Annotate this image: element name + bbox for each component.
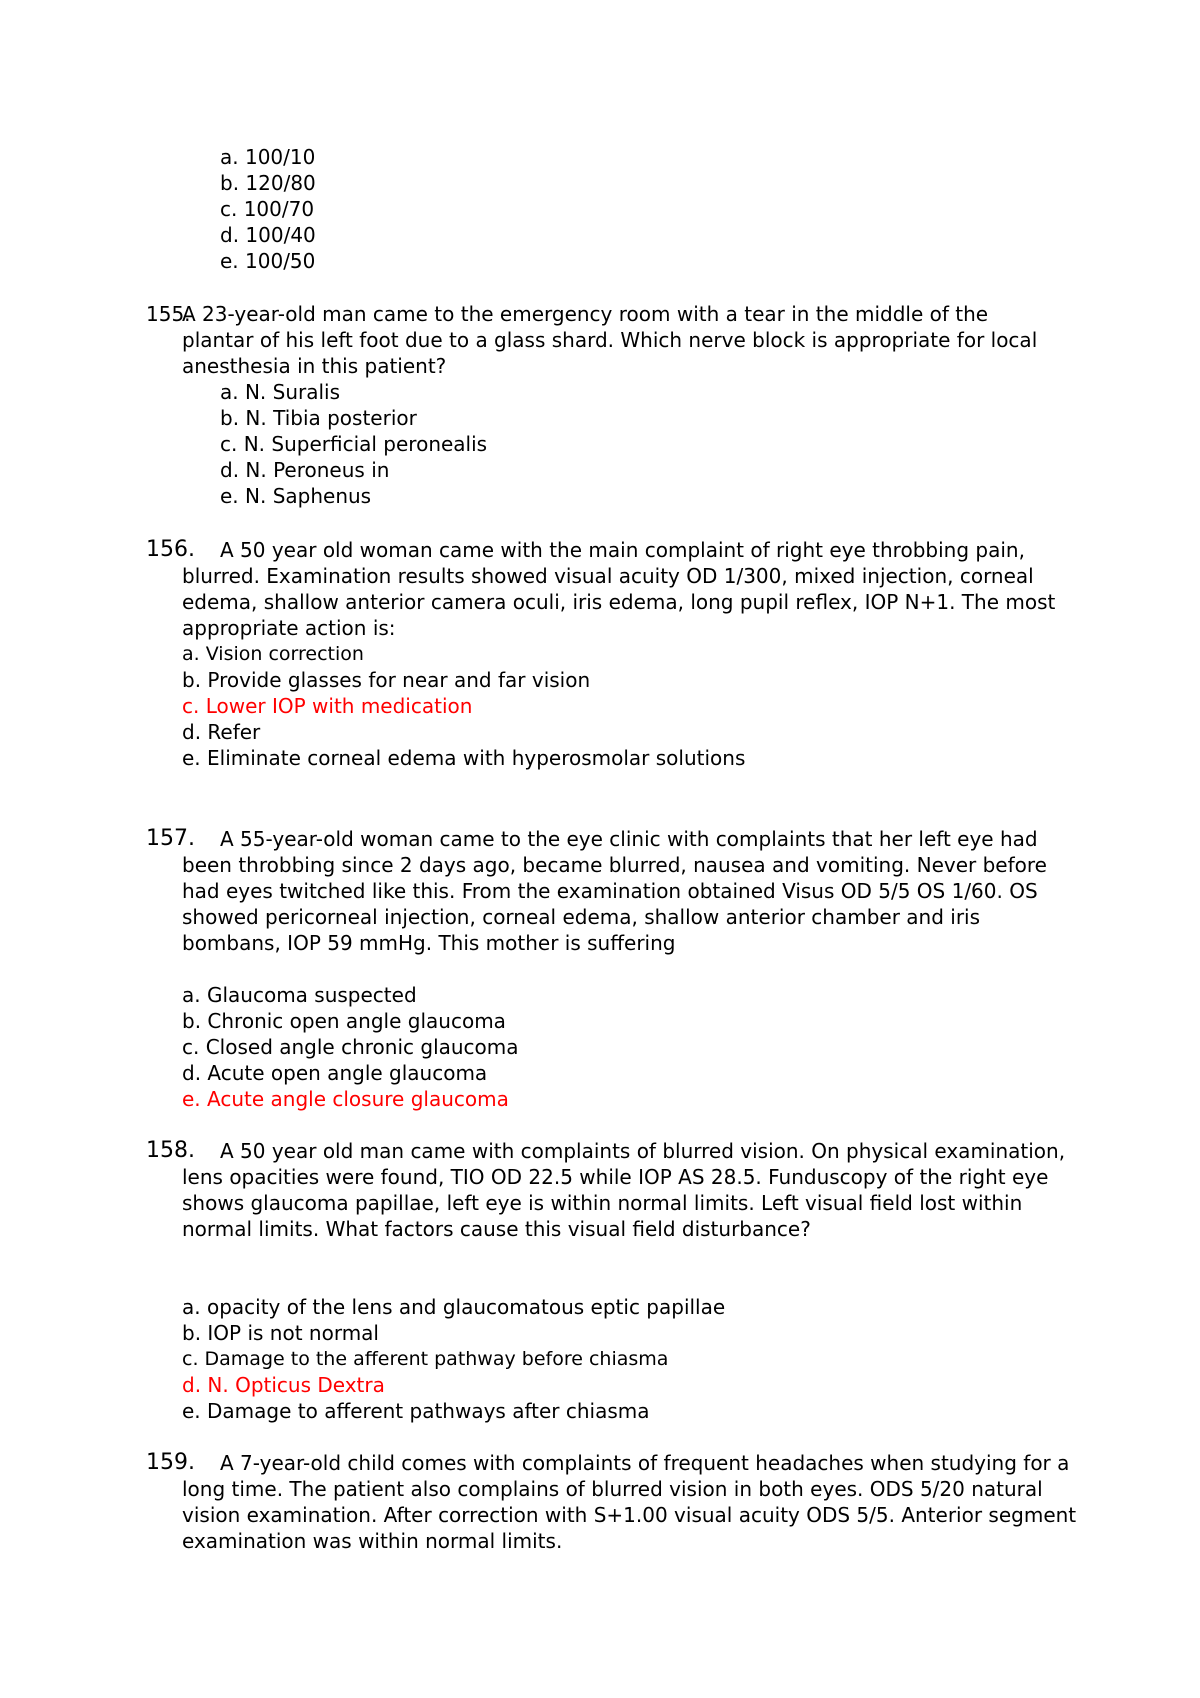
question-text-body: A 7-year-old child comes with complaints of frequent headaches when studying for a long time. The patient also complains of blurred vision in both eyes. ODS 5/20 natural vision examination. After correction with S+1.00 visual acuity ODS 5/5. Anterior segment examination was within normal limits. bbox=[182, 1451, 1077, 1553]
question-number: 157. bbox=[146, 826, 195, 851]
question-number: 156. bbox=[146, 537, 195, 562]
option-a: a. N. Suralis bbox=[220, 380, 341, 404]
question-text bbox=[182, 1138, 1082, 1242]
prev-question-options bbox=[0, 144, 1200, 274]
option-c-answer: c. Lower IOP with medication bbox=[182, 694, 473, 718]
question-text bbox=[182, 537, 1082, 641]
option-d: d. Refer bbox=[182, 720, 261, 744]
question-158 bbox=[0, 1138, 1200, 1424]
option-b: b. Chronic open angle glaucoma bbox=[182, 1009, 506, 1033]
option-c: c. N. Superficial peronealis bbox=[220, 432, 488, 456]
question-text-body: A 50 year old man came with complaints of blurred vision. On physical examination, lens opacities were found, TIO OD 22.5 while IOP AS 28.5. Funduscopy of the right eye shows glaucoma papillae, left eye is within normal limits. Left visual field lost within normal limits. What factors cause this visual field disturbance? bbox=[182, 1139, 1066, 1241]
option-e: e. Damage to afferent pathways after chiasma bbox=[182, 1399, 650, 1423]
question-text bbox=[182, 826, 1082, 956]
question-text bbox=[182, 1450, 1082, 1554]
option-e: e. Eliminate corneal edema with hyperosmolar solutions bbox=[182, 746, 746, 770]
option-e: e. 100/50 bbox=[220, 249, 316, 273]
option-d: d. N. Peroneus in bbox=[220, 458, 390, 482]
option-c: c. Closed angle chronic glaucoma bbox=[182, 1035, 519, 1059]
option-e-answer: e. Acute angle closure glaucoma bbox=[182, 1087, 509, 1111]
question-text-body: A 50 year old woman came with the main complaint of right eye throbbing pain, blurred. Examination results showed visual acuity OD 1/300, mixed injection, corneal edema, shallow anterior camera oculi, iris edema, long pupil reflex, IOP N+1. The most appropriate action is: bbox=[182, 538, 1056, 640]
option-d: d. 100/40 bbox=[220, 223, 316, 247]
option-c: c. Damage to the afferent pathway before chiasma bbox=[182, 1348, 669, 1370]
option-a: a. Glaucoma suspected bbox=[182, 983, 417, 1007]
question-text: A 23-year-old man came to the emergency room with a tear in the middle of the plantar of his left foot due to a glass shard. Which nerve block is appropriate for local anesthesia in this patient? bbox=[182, 302, 1038, 378]
option-b: b. IOP is not normal bbox=[182, 1321, 379, 1345]
option-a: a. Vision correction bbox=[182, 643, 364, 665]
question-number: 158. bbox=[146, 1138, 195, 1163]
option-b: b. 120/80 bbox=[220, 171, 316, 195]
option-b: b. N. Tibia posterior bbox=[220, 406, 417, 430]
option-e: e. N. Saphenus bbox=[220, 484, 372, 508]
question-text-body: A 55-year-old woman came to the eye clinic with complaints that her left eye had been throbbing since 2 days ago, became blurred, nausea and vomiting. Never before had eyes twitched like this. From the examination obtained Visus OD 5/5 OS 1/60. OS showed pericorneal injection, corneal edema, shallow anterior chamber and iris bombans, IOP 59 mmHg. This mother is suffering bbox=[182, 827, 1047, 955]
question-155 bbox=[0, 301, 1200, 509]
question-number: 159. bbox=[146, 1450, 195, 1475]
question-157 bbox=[0, 826, 1200, 1112]
question-156 bbox=[0, 537, 1200, 771]
option-d: d. Acute open angle glaucoma bbox=[182, 1061, 488, 1085]
question-159 bbox=[0, 1450, 1200, 1554]
option-a: a. 100/10 bbox=[220, 145, 316, 169]
question-number: 155. bbox=[146, 302, 191, 326]
option-d-answer: d. N. Opticus Dextra bbox=[182, 1373, 385, 1397]
option-c: c. 100/70 bbox=[220, 197, 315, 221]
option-a: a. opacity of the lens and glaucomatous eptic papillae bbox=[182, 1295, 726, 1319]
option-b: b. Provide glasses for near and far vision bbox=[182, 668, 591, 692]
